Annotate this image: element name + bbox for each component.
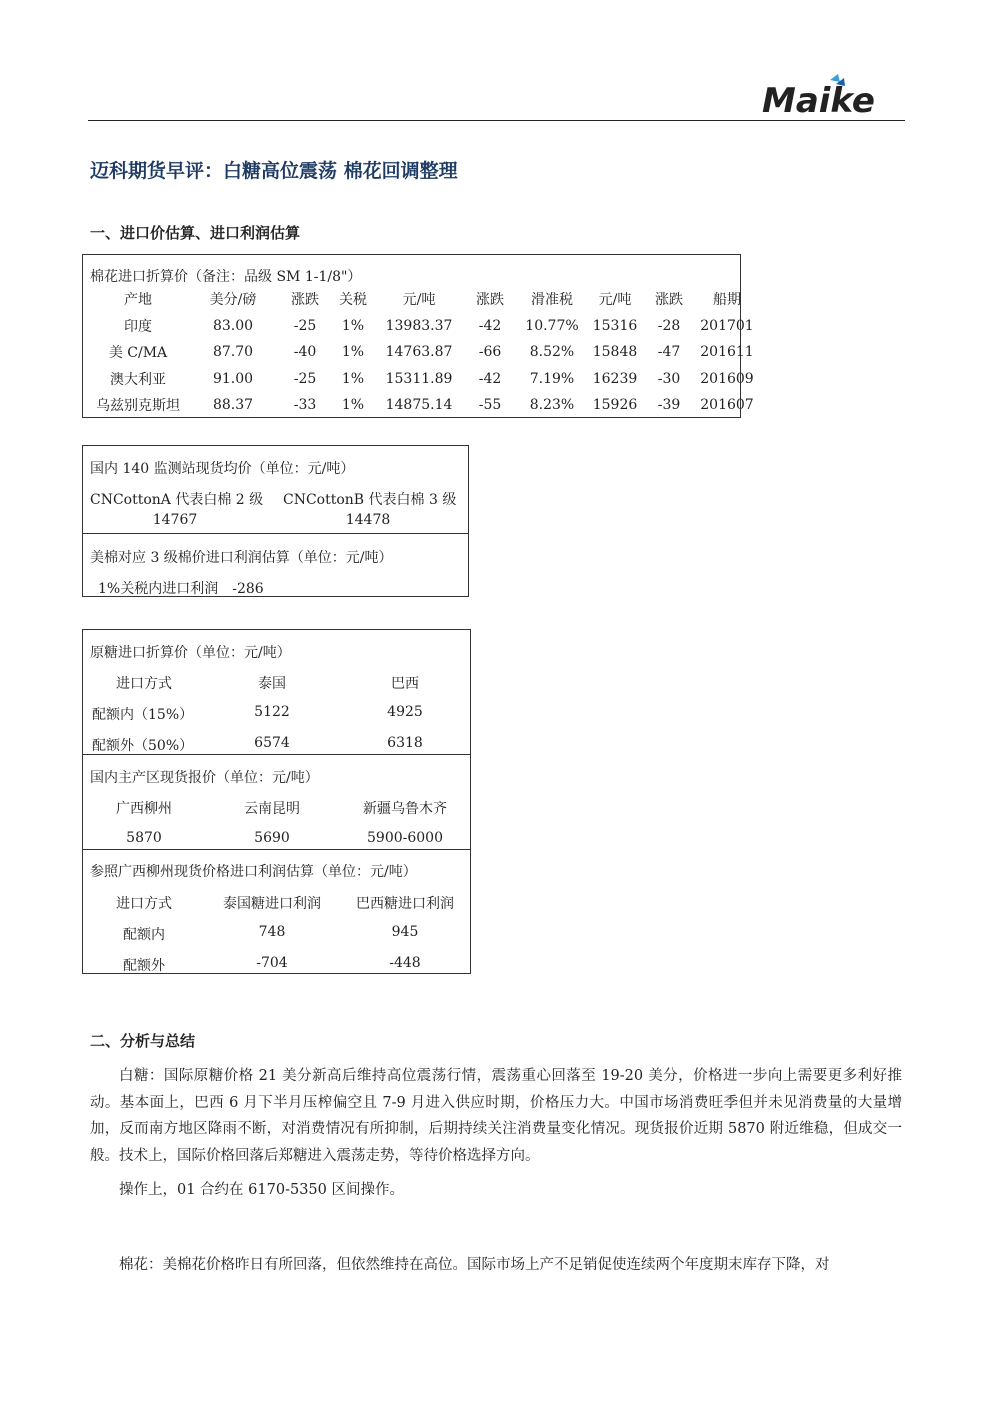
cotton-import-header-row	[90, 286, 760, 313]
cncotton-a-value: 14767	[152, 512, 198, 528]
sugar-import-caption: 原糖进口折算价（单位：元/吨）	[90, 645, 291, 661]
sugar-profit-caption: 参照广西柳州现货价格进口利润估算（单位：元/吨）	[90, 864, 417, 880]
col-header: 产地	[124, 292, 152, 309]
table-cell: 16239	[592, 370, 638, 387]
col-header: 涨跌	[655, 292, 683, 309]
table-cell: 15926	[592, 397, 638, 414]
cotton-profit-text: 1%关税内进口利润 -286	[98, 581, 264, 597]
logo-text: Maike	[762, 81, 875, 121]
table-cell: 945	[391, 924, 419, 940]
col-header: 巴西糖进口利润	[356, 896, 454, 912]
table-cell: 配额外（50%）	[92, 738, 194, 754]
table-cell: -39	[657, 397, 681, 414]
table-cell: 10.77%	[525, 317, 579, 334]
table-cell: 美 C/MA	[108, 345, 168, 362]
paragraph-operation: 操作上，01 合约在 6170-5350 区间操作。	[119, 1182, 404, 1198]
table-cell: -47	[657, 344, 681, 361]
section2-heading: 二、分析与总结	[90, 1032, 196, 1050]
col-header: 进口方式	[116, 676, 172, 692]
col-header: 泰国	[258, 676, 286, 692]
section1-heading: 一、进口价估算、进口利润估算	[90, 224, 301, 242]
paragraph-sugar: 白糖：国际原糖价格 21 美分新高后维持高位震荡行情，震荡重心回落至 19-20 美分，价格进一步向上需要更多利好推动。基本面上，巴西 6 月下半月压榨偏空且 7-9 月进入供应时期，价格压力大。中国市场消费旺季但并未见消费量的大量增加，反而南方地区降雨不断，对消费情况有所抑制，后期持续关注消费量变化情况。现货报价近期 5870 附近维稳，但成交一般。技术上，国际价格回落后郑糖进入震荡走势，等待价格选择方向。	[90, 1068, 902, 1164]
col-header: 新疆乌鲁木齐	[363, 801, 447, 817]
table-cell: 5870	[126, 830, 162, 846]
col-header: 滑准税	[531, 292, 573, 309]
table-cell: 6318	[387, 735, 423, 751]
table-cell: 14875.14	[385, 397, 453, 414]
cotton-import-table	[90, 286, 760, 419]
col-header: 泰国糖进口利润	[223, 896, 321, 912]
sugar-spot-caption: 国内主产区现货报价（单位：元/吨）	[90, 770, 319, 786]
table-cell: -704	[256, 955, 288, 971]
page-title: 迈科期货早评：白糖高位震荡 棉花回调整理	[90, 160, 458, 182]
table-cell: -66	[478, 344, 502, 361]
table-cell: 15311.89	[385, 370, 453, 387]
table-cell: -33	[293, 397, 317, 414]
table-cell: 4925	[387, 704, 423, 720]
table-row	[90, 313, 760, 340]
table-cell: -448	[389, 955, 421, 971]
table-cell: 配额内（15%）	[92, 707, 194, 723]
table-cell: 201607	[700, 397, 754, 414]
table-cell: 15316	[592, 317, 638, 334]
cncotton-b-value: 14478	[345, 512, 391, 528]
table-cell: 1%	[341, 370, 365, 387]
table-row	[90, 339, 760, 366]
cncotton-a-label: CNCottonA 代表白棉 2 级	[90, 492, 264, 508]
table-cell: 5122	[254, 704, 290, 720]
col-header: 涨跌	[476, 292, 504, 309]
table-cell: 配额外	[123, 958, 165, 974]
table-cell: 5900-6000	[367, 830, 443, 846]
table-cell: 201611	[700, 344, 754, 361]
col-header: 关税	[339, 292, 367, 309]
table-cell: 澳大利亚	[110, 371, 166, 388]
cotton-domestic-divider	[82, 533, 469, 534]
table-row	[90, 392, 760, 419]
table-cell: 配额内	[123, 927, 165, 943]
table-cell: 748	[258, 924, 286, 940]
table-cell: -42	[478, 317, 502, 334]
table-cell: -55	[478, 397, 502, 414]
table-cell: -30	[657, 370, 681, 387]
sugar-divider-2	[82, 849, 471, 850]
col-header: 巴西	[391, 676, 419, 692]
col-header: 船期	[713, 292, 741, 309]
table-cell: 乌兹别克斯坦	[96, 398, 180, 415]
table-cell: 15848	[592, 344, 638, 361]
table-cell: 7.19%	[529, 370, 575, 387]
col-header: 云南昆明	[244, 801, 300, 817]
table-cell: 8.52%	[529, 344, 575, 361]
table-cell: 13983.37	[385, 317, 453, 334]
table-row	[90, 366, 760, 393]
table-cell: 14763.87	[385, 344, 453, 361]
header-rule	[88, 120, 905, 121]
table-cell: 6574	[254, 735, 290, 751]
cotton-domestic-caption: 国内 140 监测站现货均价（单位：元/吨）	[90, 461, 355, 477]
cotton-profit-caption: 美棉对应 3 级棉价进口利润估算（单位：元/吨）	[90, 550, 393, 566]
table-cell: 88.37	[212, 397, 254, 414]
table-cell: 91.00	[212, 370, 254, 387]
table-cell: 1%	[341, 344, 365, 361]
table-cell: -25	[293, 370, 317, 387]
cncotton-b-label: CNCottonB 代表白棉 3 级	[283, 492, 457, 508]
maike-logo	[760, 72, 900, 122]
table-cell: 8.23%	[529, 397, 575, 414]
table-cell: 201609	[700, 370, 754, 387]
table-cell: 83.00	[212, 317, 254, 334]
table-cell: -42	[478, 370, 502, 387]
cotton-import-caption: 棉花进口折算价（备注：品级 SM 1-1/8"）	[90, 269, 362, 285]
table-cell: 201701	[700, 317, 754, 334]
table-cell: 印度	[124, 318, 152, 335]
col-header: 广西柳州	[116, 801, 172, 817]
table-cell: 1%	[341, 317, 365, 334]
col-header: 元/吨	[598, 292, 632, 309]
col-header: 元/吨	[402, 292, 436, 309]
table-cell: 87.70	[212, 344, 254, 361]
table-cell: -28	[657, 317, 681, 334]
table-cell: 1%	[341, 397, 365, 414]
table-cell: -25	[293, 317, 317, 334]
table-cell: 5690	[254, 830, 290, 846]
table-cell: -40	[293, 344, 317, 361]
col-header: 美分/磅	[209, 292, 257, 309]
col-header: 进口方式	[116, 896, 172, 912]
paragraph-cotton: 棉花：美棉花价格昨日有所回落，但依然维持在高位。国际市场上产不足销促使连续两个年度期末库存下降，对	[119, 1257, 830, 1273]
col-header: 涨跌	[291, 292, 319, 309]
